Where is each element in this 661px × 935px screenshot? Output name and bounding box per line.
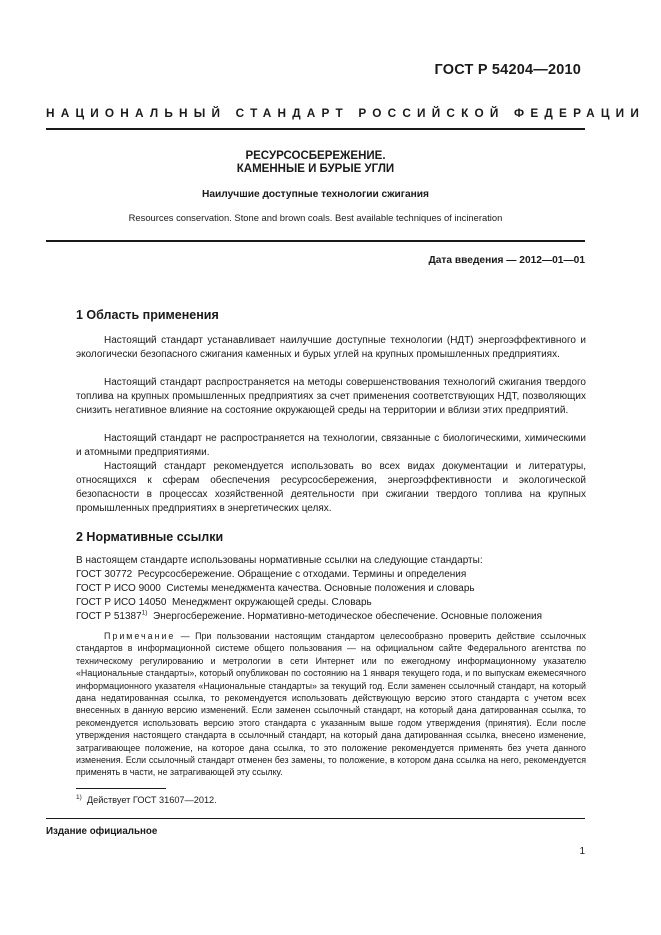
title-line-1: РЕСУРСОСБЕРЕЖЕНИЕ. [245,150,386,162]
standard-number: ГОСТ Р 54204—2010 [434,62,581,78]
title-rule [46,240,585,242]
official-edition-label: Издание официальное [46,826,158,837]
reference-item: ГОСТ Р ИСО 14050 Менеджмент окружающей среды. Словарь [76,597,372,608]
section-1-paragraph: Настоящий стандарт распространяется на методы совершенствования технологий сжигания твердого топлива на крупных промышленных предприятиях за счет применения соответствующих НДТ, позволяющих снизить негативное влияние на состояние окружающей среды на территории и вблизи этих предприятий. [76,377,586,416]
footnote-rule [76,788,166,789]
footnote-marker: 1) [141,609,148,617]
section-1-paragraph: Настоящий стандарт рекомендуется использовать во всех видах документации и литературы, относящихся к сферам обеспечения ресурсосбережения, энергоэффективности и экологической безопасности в процессах хозяйственной деятельности при сжигании твердого топлива на крупных промышленных предприятиях в энергетических целях. [76,461,586,514]
header-rule [46,128,585,130]
references-intro: В настоящем стандарте использованы нормативные ссылки на следующие стандарты: [76,555,483,566]
footnote-marker: 1) [76,793,82,801]
reference-item: ГОСТ Р 51387$^{1)}$ Энергосбережение. Нормативно-методическое обеспечение. Основные положения [76,609,542,622]
title-line-2: КАМЕННЫЕ И БУРЫЕ УГЛИ [236,163,395,175]
title-subtitle: Наилучшие доступные технологии сжигания [202,189,429,200]
section-1-paragraph: Настоящий стандарт не распространяется на технологии, связанные с биологическими, химическими и атомными предприятиями. [76,433,586,458]
note-text: — При пользовании настоящим стандартом целесообразно проверить действие ссылочных стандартов в информационной системе общего пользования — на официальном сайте Федерального агентства по техническому регулированию и метрологии в сети Интернет или по ежегодному информационному указателю «Национальные стандарты», который опубликован по состоянию на 1 января текущего года, и по выпускам ежемесячного информационного указателя «Национальные стандарты» за текущий год. Если заменен ссылочный стандарт, на который дана недатированная ссылка, то рекомендуется использовать действующую версию этого стандарта с учетом всех внесенных в данную версию изменений. Если заменен ссылочный стандарт, на который дана датированная ссылка, то рекомендуется использовать версию этого стандарта с указанным выше годом утверждения (принятия). Если после утверждения настоящего стандарта в ссылочный стандарт, на который дана датированная ссылка, внесено изменение, затрагивающее положение, на которое дана ссылка, то это положение рекомендуется применять без учета данного изменения. Если ссылочный стандарт отменен без замены, то положение, в котором дана ссылка на него, рекомендуется применять в части, не затрагивающей эту ссылку. [76,631,586,778]
normative-references-list [76,554,596,624]
section-2-heading: 2 Нормативные ссылки [76,530,224,544]
reference-item: ГОСТ 30772 Ресурсосбережение. Обращение с отходами. Термины и определения [76,569,467,580]
section-1-paragraph: Настоящий стандарт устанавливает наилучшие доступные технологии (НДТ) энергоэффективного и экологически безопасного сжигания каменных и бурых углей на крупных промышленных предприятиях. [76,335,586,360]
footer-rule [46,818,585,819]
footnote: $^{1)}$ Действует ГОСТ 31607—2012. [76,793,217,805]
title-english: Resources conservation. Stone and brown coals. Best available techniques of incineration [128,212,503,223]
reference-item: ГОСТ Р ИСО 9000 Системы менеджмента качества. Основные положения и словарь [76,583,475,594]
introduction-date: Дата введения — 2012—01—01 [428,255,585,266]
national-standard-banner: НАЦИОНАЛЬНЫЙ СТАНДАРТ РОССИЙСКОЙ ФЕДЕРАЦИИ [46,106,645,120]
note-label: Примечание [104,631,176,641]
note-paragraph [76,630,586,779]
section-1-heading: 1 Область применения [76,308,219,322]
page-number: 1 [579,846,585,857]
